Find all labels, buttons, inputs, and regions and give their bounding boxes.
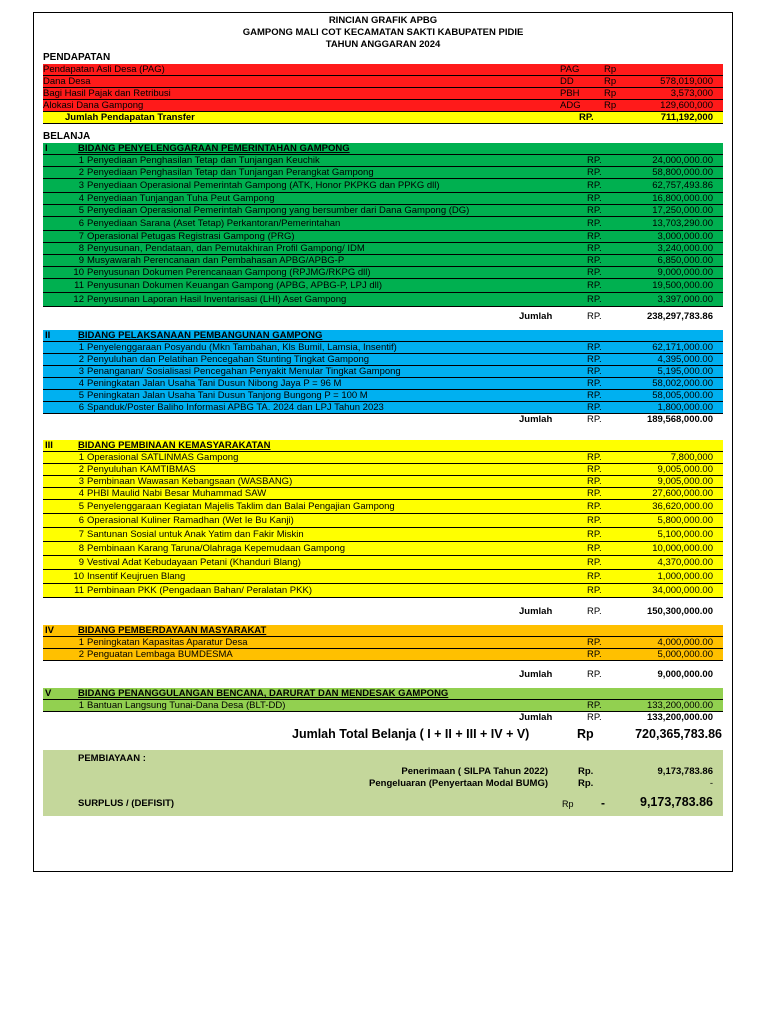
pendapatan-label: Pendapatan Asli Desa (PAG) — [43, 64, 165, 75]
section-jumlah-row — [43, 669, 723, 681]
budget-item-row — [43, 205, 723, 217]
item-label: Operasional Petugas Registrasi Gampong (PRG) — [87, 231, 295, 242]
section-heading — [43, 440, 723, 452]
pembiayaan-title: PEMBIAYAAN : — [78, 753, 146, 764]
item-number: 2 — [78, 464, 84, 475]
total-belanja-rp: Rp — [577, 727, 594, 741]
budget-item-row — [43, 528, 723, 542]
item-number: 6 — [78, 402, 84, 413]
jumlah-label: Jumlah — [519, 712, 553, 723]
item-value: 19,500,000.00 — [652, 280, 713, 291]
pendapatan-rp: Rp — [604, 64, 617, 75]
budget-item-row — [43, 556, 723, 570]
section-heading — [43, 625, 723, 637]
budget-item-row — [43, 649, 723, 661]
item-number: 5 — [78, 501, 84, 512]
item-number: 11 — [74, 280, 84, 291]
jumlah-label: Jumlah — [519, 669, 553, 680]
item-number: 2 — [78, 354, 84, 365]
jumlah-label: Jumlah — [519, 311, 553, 322]
item-rp: RP. — [587, 155, 602, 166]
item-label: Penyediaan Sarana (Aset Tetap) Perkantoran/Pemerintahan — [87, 218, 341, 229]
budget-item-row — [43, 293, 723, 307]
item-number: 1 — [78, 637, 84, 648]
item-label: Musyawarah Perencanaan dan Pembahasan APBG/APBG-P — [87, 255, 345, 266]
budget-item-row — [43, 390, 723, 402]
item-value: 58,002,000.00 — [652, 378, 713, 389]
item-label: Spanduk/Poster Baliho Informasi APBG TA. 2024 dan LPJ Tahun 2023 — [87, 402, 384, 413]
budget-item-row — [43, 584, 723, 598]
pendapatan-rp: Rp — [604, 76, 617, 87]
jumlah-rp: RP. — [587, 311, 602, 322]
budget-item-row — [43, 255, 723, 267]
item-rp: RP. — [587, 543, 602, 554]
item-label: Vestival Adat Kebudayaan Petani (Khanduri Blang) — [87, 557, 301, 568]
spacer — [43, 598, 723, 606]
item-rp: RP. — [587, 637, 602, 648]
item-label: Operasional SATLINMAS Gampong — [87, 452, 239, 463]
item-value: 5,000,000.00 — [657, 649, 713, 660]
budget-item-row — [43, 279, 723, 293]
item-number: 10 — [73, 571, 84, 582]
item-value: 34,000,000.00 — [652, 585, 713, 596]
item-value: 17,250,000.00 — [652, 205, 713, 216]
report-year: TAHUN ANGGARAN 2024 — [325, 39, 441, 50]
section-gap — [43, 618, 723, 625]
pendapatan-row — [43, 100, 723, 112]
item-label: Penyediaan Operasional Pemerintah Gampong yang bersumber dari Dana Gampong (DG) — [87, 205, 470, 216]
item-value: 58,800,000.00 — [652, 167, 713, 178]
item-value: 4,395,000.00 — [657, 354, 713, 365]
item-value: 5,800,000.00 — [657, 515, 713, 526]
item-number: 2 — [78, 649, 84, 660]
item-number: 1 — [78, 452, 84, 463]
section-jumlah-row — [43, 414, 723, 426]
item-label: Insentif Keujruen Blang — [87, 571, 186, 582]
section-title: BIDANG PEMBINAAN KEMASYARAKATAN — [78, 440, 271, 451]
item-rp: RP. — [587, 354, 602, 365]
budget-item-row — [43, 637, 723, 649]
budget-item-row — [43, 488, 723, 500]
item-value: 4,370,000.00 — [657, 557, 713, 568]
pendapatan-row — [43, 76, 723, 88]
item-label: Pembinaan PKK (Pengadaan Bahan/ Peralatan PKK) — [87, 585, 312, 596]
item-number: 1 — [78, 155, 84, 166]
item-value: 3,240,000.00 — [657, 243, 713, 254]
item-rp: RP. — [587, 529, 602, 540]
pendapatan-table — [43, 64, 723, 112]
section-gap — [43, 681, 723, 688]
item-rp: RP. — [587, 243, 602, 254]
item-number: 9 — [78, 255, 84, 266]
budget-item-row — [43, 500, 723, 514]
pendapatan-code: DD — [560, 76, 574, 87]
budget-item-row — [43, 402, 723, 414]
item-number: 6 — [78, 515, 84, 526]
budget-item-row — [43, 155, 723, 167]
section-block — [43, 625, 723, 688]
item-rp: RP. — [587, 294, 602, 305]
item-label: Penyusunan Laporan Hasil Inventarisasi (LHI) Aset Gampong — [87, 294, 347, 305]
penerimaan-rp: Rp. — [578, 766, 594, 777]
section-title: BIDANG PENANGGULANGAN BENCANA, DARURAT DAN MENDESAK GAMPONG — [78, 688, 449, 699]
item-number: 4 — [78, 378, 84, 389]
item-value: 58,005,000.00 — [652, 390, 713, 401]
section-roman: IV — [45, 625, 54, 636]
item-label: Penyediaan Operasional Pemerintah Gampong (ATK, Honor PKPKG dan PPKG dll) — [87, 180, 440, 191]
item-label: Penyelenggaraan Kegiatan Majelis Taklim dan Balai Pengajian Gampong — [87, 501, 395, 512]
pendapatan-value: 3,573,000 — [670, 88, 713, 99]
item-rp: RP. — [587, 180, 602, 191]
item-number: 4 — [78, 193, 84, 204]
budget-item-row — [43, 354, 723, 366]
pendapatan-row — [43, 88, 723, 100]
pendapatan-rp: Rp — [604, 100, 617, 111]
total-belanja-label: Jumlah Total Belanja ( I + II + III + IV + V) — [292, 727, 530, 741]
pendapatan-row — [43, 64, 723, 76]
item-label: Penyuluhan KAMTIBMAS — [87, 464, 196, 475]
item-rp: RP. — [587, 585, 602, 596]
section-gap — [43, 323, 723, 330]
item-value: 9,000,000.00 — [657, 267, 713, 278]
pendapatan-rp: Rp — [604, 88, 617, 99]
item-rp: RP. — [587, 571, 602, 582]
item-value: 62,757,493.86 — [652, 180, 713, 191]
pendapatan-total-label: Jumlah Pendapatan Transfer — [65, 112, 195, 123]
item-rp: RP. — [587, 231, 602, 242]
jumlah-value: 189,568,000.00 — [646, 414, 713, 425]
budget-item-row — [43, 243, 723, 255]
jumlah-value: 133,200,000.00 — [646, 712, 713, 723]
jumlah-rp: RP. — [587, 414, 602, 425]
budget-item-row — [43, 452, 723, 464]
item-value: 16,800,000.00 — [652, 193, 713, 204]
pendapatan-code: PBH — [560, 88, 580, 99]
jumlah-label: Jumlah — [519, 414, 553, 425]
pengeluaran-value: - — [709, 778, 713, 789]
item-rp: RP. — [587, 700, 602, 711]
jumlah-rp: RP. — [587, 669, 602, 680]
item-number: 5 — [78, 390, 84, 401]
item-rp: RP. — [587, 218, 602, 229]
item-value: 36,620,000.00 — [652, 501, 713, 512]
item-rp: RP. — [587, 452, 602, 463]
item-value: 24,000,000.00 — [652, 155, 713, 166]
item-rp: RP. — [587, 366, 602, 377]
item-label: Peningkatan Jalan Usaha Tani Dusun Nibong Jaya P = 96 M — [87, 378, 342, 389]
budget-item-row — [43, 464, 723, 476]
item-number: 10 — [73, 267, 84, 278]
item-label: Penguatan Lembaga BUMDESMA — [87, 649, 233, 660]
item-number: 1 — [78, 342, 84, 353]
section-gap — [43, 426, 723, 440]
pendapatan-total-rp: RP. — [579, 112, 594, 123]
section-heading — [43, 143, 723, 155]
budget-item-row — [43, 342, 723, 354]
pendapatan-label: Bagi Hasil Pajak dan Retribusi — [43, 88, 171, 99]
surplus-dash: - — [601, 796, 605, 810]
surplus-value: 9,173,783.86 — [640, 795, 713, 809]
item-label: Pembinaan Wawasan Kebangsaan (WASBANG) — [87, 476, 293, 487]
item-value: 6,850,000.00 — [657, 255, 713, 266]
pendapatan-label: Dana Desa — [43, 76, 91, 87]
pendapatan-heading: PENDAPATAN — [43, 52, 111, 63]
item-rp: RP. — [587, 488, 602, 499]
item-label: Penyusunan, Pendataan, dan Pemutakhiran Profil Gampong/ IDM — [87, 243, 365, 254]
pengeluaran-rp: Rp. — [578, 778, 594, 789]
jumlah-rp: RP. — [587, 712, 602, 723]
section-block — [43, 143, 723, 330]
budget-item-row — [43, 217, 723, 231]
item-value: 5,195,000.00 — [657, 366, 713, 377]
item-value: 62,171,000.00 — [652, 342, 713, 353]
item-label: Penyusunan Dokumen Perencanaan Gampong (RPJMG/RKPG dll) — [87, 267, 371, 278]
item-rp: RP. — [587, 464, 602, 475]
item-number: 3 — [78, 476, 84, 487]
item-label: Bantuan Langsung Tunai-Dana Desa (BLT-DD) — [87, 700, 286, 711]
item-value: 13,703,290.00 — [652, 218, 713, 229]
report-subtitle: GAMPONG MALI COT KECAMATAN SAKTI KABUPATEN PIDIE — [242, 27, 524, 38]
item-rp: RP. — [587, 649, 602, 660]
budget-item-row — [43, 542, 723, 556]
item-label: Operasional Kuliner Ramadhan (Wet Ie Bu Kanji) — [87, 515, 294, 526]
section-roman: II — [45, 330, 51, 341]
item-label: PHBI Maulid Nabi Besar Muhammad SAW — [87, 488, 267, 499]
budget-item-row — [43, 231, 723, 243]
jumlah-value: 9,000,000.00 — [657, 669, 713, 680]
section-title: BIDANG PENYELENGGARAAN PEMERINTAHAN GAMPONG — [78, 143, 350, 154]
item-number: 8 — [78, 243, 84, 254]
budget-item-row — [43, 514, 723, 528]
item-value: 3,000,000.00 — [657, 231, 713, 242]
item-number: 8 — [78, 543, 84, 554]
section-title: BIDANG PELAKSANAAN PEMBANGUNAN GAMPONG — [78, 330, 323, 341]
budget-item-row — [43, 476, 723, 488]
jumlah-value: 238,297,783.86 — [646, 311, 713, 322]
item-rp: RP. — [587, 402, 602, 413]
surplus-rp: Rp — [562, 799, 574, 809]
belanja-sections — [34, 143, 732, 724]
item-value: 27,600,000.00 — [652, 488, 713, 499]
item-value: 133,200,000.00 — [646, 700, 713, 711]
item-number: 12 — [73, 294, 84, 305]
budget-item-row — [43, 570, 723, 584]
item-value: 1,800,000.00 — [657, 402, 713, 413]
surplus-label: SURPLUS / (DEFISIT) — [78, 798, 175, 809]
budget-item-row — [43, 366, 723, 378]
item-rp: RP. — [587, 557, 602, 568]
item-rp: RP. — [587, 476, 602, 487]
item-label: Pembinaan Karang Taruna/Olahraga Kepemudaan Gampong — [87, 543, 346, 554]
item-value: 4,000,000.00 — [657, 637, 713, 648]
item-label: Santunan Sosial untuk Anak Yatim dan Fakir Miskin — [87, 529, 304, 540]
item-number: 2 — [78, 167, 84, 178]
item-label: Penanganan/ Sosialisasi Pencegahan Penyakit Menular Tingkat Gampong — [87, 366, 401, 377]
budget-item-row — [43, 267, 723, 279]
section-roman: I — [45, 143, 48, 154]
penerimaan-label: Penerimaan ( SILPA Tahun 2022) — [401, 766, 548, 777]
spacer — [43, 661, 723, 669]
item-rp: RP. — [587, 515, 602, 526]
section-block — [43, 440, 723, 625]
pendapatan-total-row — [43, 112, 723, 124]
item-rp: RP. — [587, 205, 602, 216]
penerimaan-value: 9,173,783.86 — [657, 766, 713, 777]
item-number: 3 — [78, 366, 84, 377]
budget-item-row — [43, 378, 723, 390]
pendapatan-value: 578,019,000 — [660, 76, 713, 87]
item-value: 9,005,000.00 — [657, 476, 713, 487]
pendapatan-code: ADG — [560, 100, 581, 111]
budget-item-row — [43, 167, 723, 179]
belanja-heading: BELANJA — [43, 131, 91, 142]
jumlah-rp: RP. — [587, 606, 602, 617]
pendapatan-label: Alokasi Dana Gampong — [43, 100, 144, 111]
item-label: Peningkatan Kapasitas Aparatur Desa — [87, 637, 248, 648]
item-rp: RP. — [587, 267, 602, 278]
item-label: Penyediaan Penghasilan Tetap dan Tunjangan Keuchik — [87, 155, 320, 166]
section-roman: V — [45, 688, 52, 699]
pendapatan-value: 129,600,000 — [660, 100, 713, 111]
total-belanja-value: 720,365,783.86 — [635, 727, 722, 741]
budget-item-row — [43, 193, 723, 205]
section-jumlah-row — [43, 311, 723, 323]
budget-item-row — [43, 700, 723, 712]
item-number: 4 — [78, 488, 84, 499]
pendapatan-total-value: 711,192,000 — [660, 112, 713, 123]
item-value: 7,800,000 — [670, 452, 713, 463]
item-value: 10,000,000.00 — [652, 543, 713, 554]
section-title: BIDANG PEMBERDAYAAN MASYARAKAT — [78, 625, 267, 636]
item-label: Penyediaan Tunjangan Tuha Peut Gampong — [87, 193, 275, 204]
jumlah-value: 150,300,000.00 — [646, 606, 713, 617]
pendapatan-code: PAG — [560, 64, 580, 75]
section-block — [43, 688, 723, 724]
item-rp: RP. — [587, 501, 602, 512]
item-rp: RP. — [587, 280, 602, 291]
section-block — [43, 330, 723, 440]
item-label: Penyelenggaraan Posyandu (Mkn Tambahan, Kls Bumil, Lamsia, Insentif) — [87, 342, 397, 353]
item-number: 11 — [74, 585, 84, 596]
item-rp: RP. — [587, 255, 602, 266]
total-belanja-row — [34, 724, 732, 744]
item-value: 9,005,000.00 — [657, 464, 713, 475]
item-value: 5,100,000.00 — [657, 529, 713, 540]
section-jumlah-row — [43, 712, 723, 724]
item-label: Penyediaan Penghasilan Tetap dan Tunjangan Perangkat Gampong — [87, 167, 374, 178]
budget-sheet — [33, 12, 733, 872]
item-value: 3,397,000.00 — [657, 294, 713, 305]
item-label: Penyusunan Dokumen Keuangan Gampong (APBG, APBG-P, LPJ dll) — [87, 280, 383, 291]
item-number: 5 — [78, 205, 84, 216]
item-number: 3 — [78, 180, 84, 191]
item-number: 9 — [78, 557, 84, 568]
item-rp: RP. — [587, 167, 602, 178]
item-number: 6 — [78, 218, 84, 229]
jumlah-label: Jumlah — [519, 606, 553, 617]
item-rp: RP. — [587, 193, 602, 204]
section-heading — [43, 330, 723, 342]
section-heading — [43, 688, 723, 700]
pengeluaran-label: Pengeluaran (Penyertaan Modal BUMG) — [369, 778, 548, 789]
budget-item-row — [43, 179, 723, 193]
item-label: Penyuluhan dan Pelatihan Pencegahan Stunting Tingkat Gampong — [87, 354, 370, 365]
item-number: 7 — [78, 231, 84, 242]
section-roman: III — [45, 440, 53, 451]
item-rp: RP. — [587, 378, 602, 389]
item-label: Peningkatan Jalan Usaha Tani Dusun Tanjong Bungong P = 100 M — [87, 390, 368, 401]
item-number: 7 — [78, 529, 84, 540]
item-rp: RP. — [587, 342, 602, 353]
item-value: 1,000,000.00 — [657, 571, 713, 582]
item-number: 1 — [78, 700, 84, 711]
item-rp: RP. — [587, 390, 602, 401]
report-title: RINCIAN GRAFIK APBG — [328, 15, 438, 26]
pembiayaan-block — [43, 750, 723, 816]
section-jumlah-row — [43, 606, 723, 618]
